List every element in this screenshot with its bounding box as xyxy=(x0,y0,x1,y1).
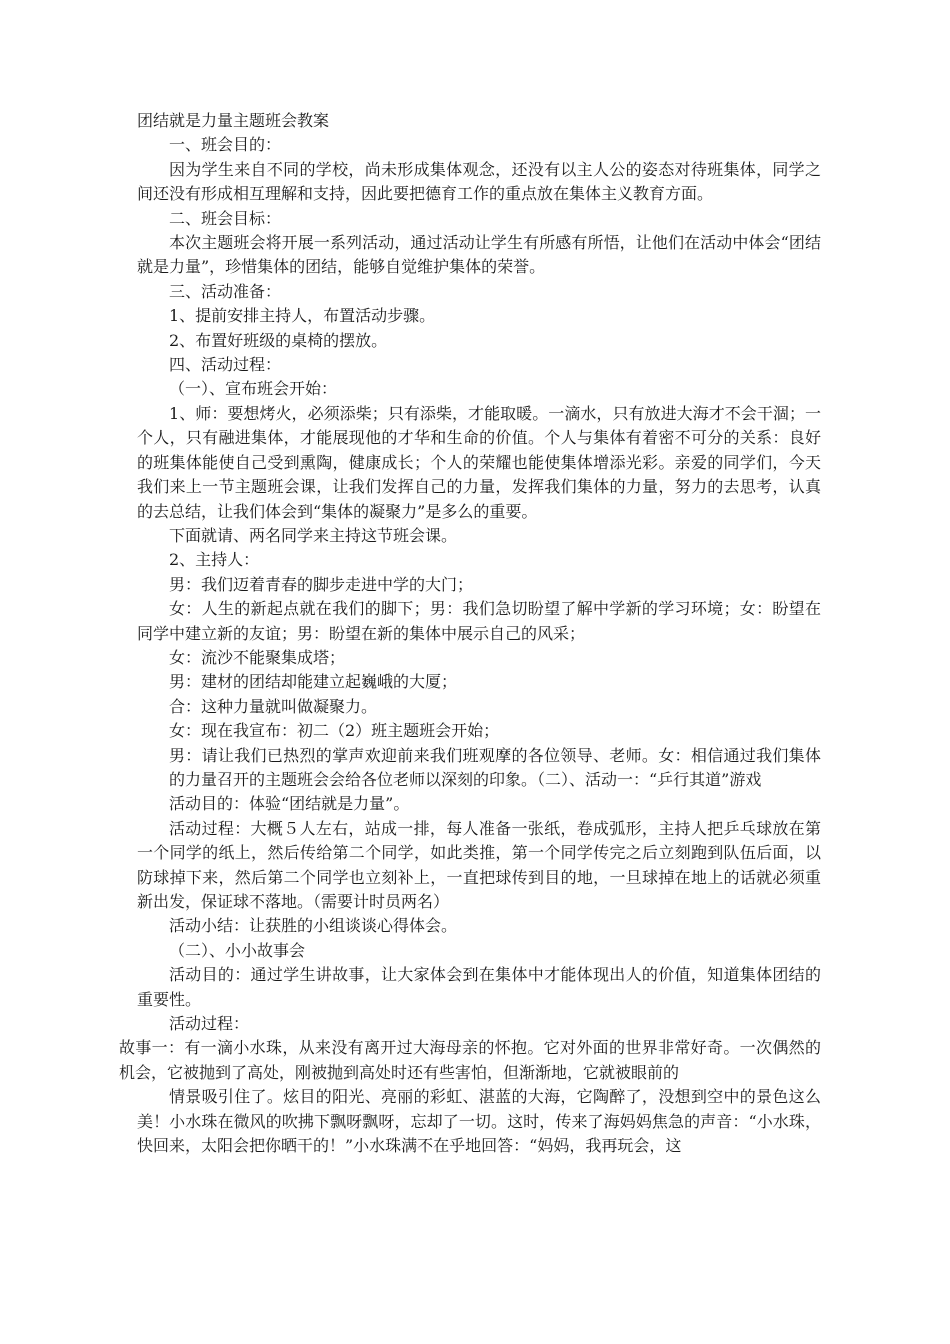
section-heading: 一、班会目的： xyxy=(169,135,282,155)
list-item: 2、布置好班级的桌椅的摆放。 xyxy=(169,330,388,350)
dialogue-line: 合：这种力量就叫做凝聚力。 xyxy=(169,696,378,716)
list-item: 2、主持人： xyxy=(169,550,260,570)
story-paragraph: 故事一：有一滴小水珠，从来没有离开过大海母亲的怀抱。它对外面的世界非常好奇。一次偶然的机会，它被抛到了高处，刚被抛到高处时还有些害怕，但渐渐地，它就被眼前的 xyxy=(119,1038,821,1082)
paragraph: 活动目的：体验“团结就是力量”。 xyxy=(169,794,410,814)
document-title: 团结就是力量主题班会教案 xyxy=(137,111,330,130)
paragraph: 活动小结：让获胜的小组谈谈心得体会。 xyxy=(169,916,458,936)
list-item: 1、提前安排主持人，布置活动步骤。 xyxy=(169,306,436,326)
story-paragraph: 情景吸引住了。炫目的阳光、亮丽的彩虹、湛蓝的大海，它陶醉了，没想到空中的景色这么美！小水珠在微风的吹拂下飘呀飘呀，忘却了一切。这时，传来了海妈妈焦急的声音：“小水珠，快回来，太阳会把你晒干的！”小水珠满不在乎地回答：“妈妈，我再玩会，这 xyxy=(137,1087,821,1156)
section-heading: 三、活动准备： xyxy=(169,281,282,301)
dialogue-line: 男：我们迈着青春的脚步走进中学的大门； xyxy=(169,574,474,594)
paragraph: 活动过程：大概５人左右，站成一排，每人准备一张纸，卷成弧形，主持人把乒乓球放在第一个同学的纸上，然后传给第二个同学，如此类推，第一个同学传完之后立刻跑到队伍后面，以防球掉下来，然后第二个同学也立刻补上，一直把球传到目的地，一旦球掉在地上的话就必须重新出发，保证球不落地。（需要计时员两名） xyxy=(137,818,821,911)
paragraph: 活动过程： xyxy=(169,1014,250,1034)
section-heading: 四、活动过程： xyxy=(169,355,282,375)
dialogue-line: 女：现在我宣布：初二（2）班主题班会开始； xyxy=(169,721,500,741)
section-heading: 二、班会目标： xyxy=(169,208,282,228)
paragraph: 下面就请、两名同学来主持这节班会课。 xyxy=(169,525,458,545)
paragraph: 因为学生来自不同的学校，尚未形成集体观念，还没有以主人公的姿态对待班集体，同学之间还没有形成相互理解和支持，因此要把德育工作的重点放在集体主义教育方面。 xyxy=(137,159,821,204)
dialogue-line: 女：流沙不能聚集成塔； xyxy=(169,647,346,667)
subsection-heading: （一）、宣布班会开始： xyxy=(169,379,338,399)
paragraph: 活动目的：通过学生讲故事，让大家体会到在集体中才能体现出人的价值，知道集体团结的重要性。 xyxy=(137,965,821,1009)
dialogue-line: 男：请让我们已热烈的掌声欢迎前来我们班观摩的各位领导、老师。女：相信通过我们集体的力量召开的主题班会会给各位老师以深刻的印象。（二）、活动一：“乒行其道”游戏 xyxy=(169,745,821,789)
paragraph: 本次主题班会将开展一系列活动，通过活动让学生有所感有所悟，让他们在活动中体会“团结就是力量”，珍惜集体的团结，能够自觉维护集体的荣誉。 xyxy=(137,233,821,277)
dialogue-line: 女：人生的新起点就在我们的脚下；男：我们急切盼望了解中学新的学习环境；女：盼望在同学中建立新的友谊；男：盼望在新的集体中展示自己的风采； xyxy=(137,599,821,643)
subsection-heading: （二）、小小故事会 xyxy=(169,940,306,960)
dialogue-line: 男：建材的团结却能建立起巍峨的大厦； xyxy=(169,672,458,692)
paragraph: 1、师：要想烤火，必须添柴；只有添柴，才能取暖。一滴水，只有放进大海才不会干涸；一个人，只有融进集体，才能展现他的才华和生命的价值。个人与集体有着密不可分的关系：良好的班集体能使自己受到熏陶，健康成长；个人的荣耀也能使集体增添光彩。亲爱的同学们，今天我们来上一节主题班会课，让我们发挥自己的力量，发挥我们集体的力量，努力的去思考，认真的去总结，让我们体会到“集体的凝聚力”是多么的重要。 xyxy=(137,403,821,521)
document-body xyxy=(119,109,821,1158)
